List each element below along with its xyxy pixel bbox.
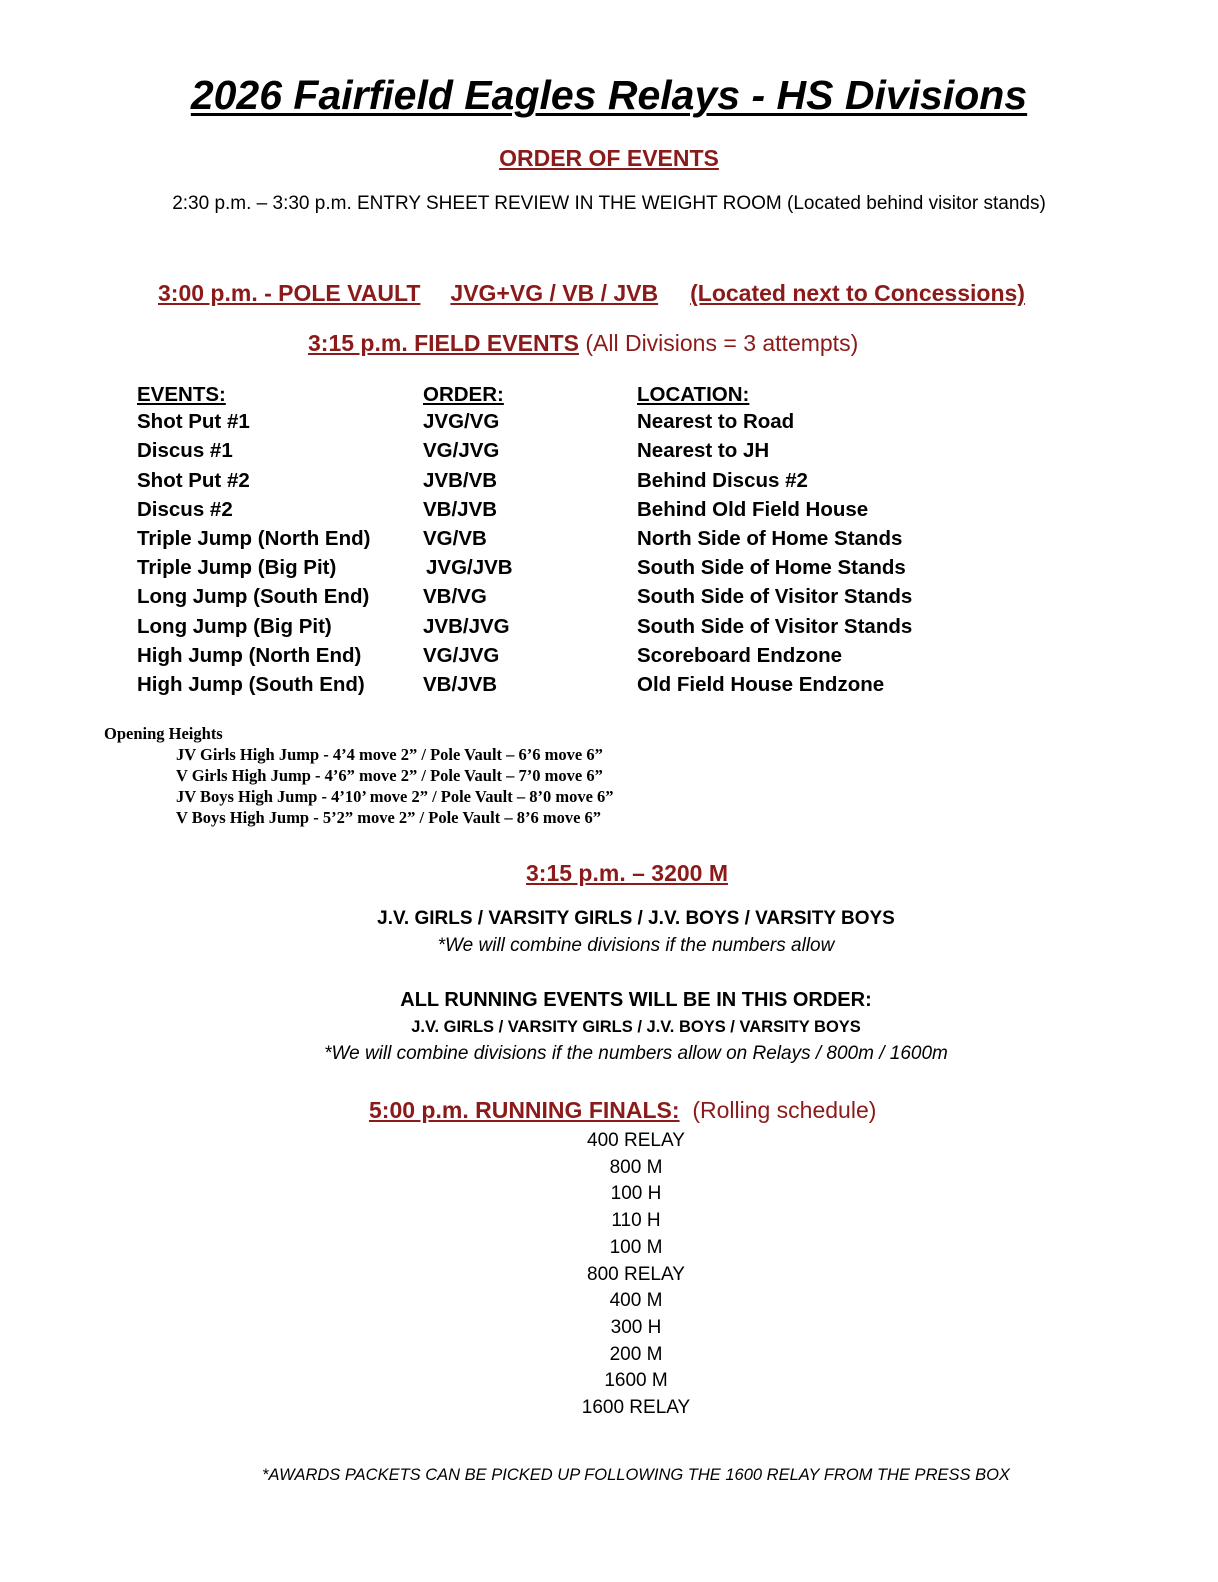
opening-height-line: V Girls High Jump - 4’6” move 2” / Pole Vault – 7’0 move 6” xyxy=(176,766,603,785)
opening-height-line: V Boys High Jump - 5’2” move 2” / Pole Vault – 8’6 move 6” xyxy=(176,808,602,827)
pole-vault-divisions: JVG+VG / VB / JVB xyxy=(450,280,659,306)
list-item: 400 RELAY xyxy=(587,1130,685,1151)
event-cell: Discus #1 xyxy=(137,439,233,463)
table-row xyxy=(137,614,957,643)
event-cell: High Jump (South End) xyxy=(137,672,365,696)
run-3200-divisions: J.V. GIRLS / VARSITY GIRLS / J.V. BOYS / VARSITY BOYS xyxy=(377,908,895,929)
running-finals-header xyxy=(369,1097,876,1124)
order-cell: JVB/JVG xyxy=(423,614,510,638)
list-item: 800 M xyxy=(609,1156,663,1178)
order-cell: VB/VG xyxy=(423,585,487,609)
list-item: 100 H xyxy=(610,1183,662,1205)
event-cell: High Jump (North End) xyxy=(137,643,362,667)
location-cell: Old Field House Endzone xyxy=(637,672,885,696)
opening-height-line: JV Girls High Jump - 4’4 move 2” / Pole Vault – 6’6 move 6” xyxy=(176,745,603,764)
event-cell: Shot Put #1 xyxy=(137,410,250,434)
pole-vault-location: (Located next to Concessions) xyxy=(690,280,1025,306)
table-row xyxy=(137,409,957,438)
running-order-divisions: J.V. GIRLS / VARSITY GIRLS / J.V. BOYS / VARSITY BOYS xyxy=(411,1018,861,1036)
pole-vault-time: 3:00 p.m. - POLE VAULT xyxy=(158,280,421,306)
list-item: 110 H xyxy=(611,1210,661,1232)
location-cell: Behind Discus #2 xyxy=(637,468,808,492)
list-item: 300 H xyxy=(610,1316,662,1338)
order-cell: VG/JVG xyxy=(423,643,500,667)
list-item: 200 M xyxy=(609,1343,663,1365)
column-header-events: EVENTS: xyxy=(137,382,226,406)
table-row xyxy=(137,672,957,701)
order-cell: VG/VB xyxy=(423,526,487,550)
event-cell: Triple Jump (North End) xyxy=(137,526,371,550)
column-header-order: ORDER: xyxy=(423,382,504,406)
list-item: 800 RELAY xyxy=(587,1263,685,1285)
order-cell: JVG/JVB xyxy=(426,556,513,580)
footer-note: *AWARDS PACKETS CAN BE PICKED UP FOLLOWING THE 1600 RELAY FROM THE PRESS BOX xyxy=(262,1466,1010,1484)
table-row xyxy=(137,584,957,613)
event-cell: Shot Put #2 xyxy=(137,468,250,492)
location-cell: Behind Old Field House xyxy=(637,497,869,521)
table-row xyxy=(137,526,957,555)
table-row xyxy=(137,643,957,672)
event-cell: Long Jump (South End) xyxy=(137,585,370,609)
page-title: 2026 Fairfield Eagles Relays - HS Divisions xyxy=(190,72,1028,118)
run-3200-note: *We will combine divisions if the numbers allow xyxy=(437,935,835,956)
opening-height-line: JV Boys High Jump - 4’10’ move 2” / Pole Vault – 8’0 move 6” xyxy=(176,787,614,806)
run-3200-header: 3:15 p.m. – 3200 M xyxy=(526,860,728,886)
list-item: 100 M xyxy=(609,1236,663,1258)
running-finals-time: 5:00 p.m. RUNNING FINALS: xyxy=(369,1097,680,1123)
list-item: 1600 RELAY xyxy=(581,1397,691,1419)
location-cell: Scoreboard Endzone xyxy=(637,643,843,667)
table-row xyxy=(137,438,957,467)
page-subtitle: ORDER OF EVENTS xyxy=(499,145,719,171)
table-row xyxy=(137,497,957,526)
location-cell: Nearest to Road xyxy=(637,410,795,434)
event-cell: Long Jump (Big Pit) xyxy=(137,614,332,638)
running-order-note: *We will combine divisions if the numbers allow on Relays / 800m / 1600m xyxy=(324,1043,948,1064)
running-finals-note: (Rolling schedule) xyxy=(692,1097,877,1123)
column-header-location: LOCATION: xyxy=(637,382,750,406)
location-cell: South Side of Home Stands xyxy=(637,556,906,580)
order-cell: VB/JVB xyxy=(423,497,498,521)
event-cell: Triple Jump (Big Pit) xyxy=(137,556,337,580)
opening-heights xyxy=(104,723,614,828)
list-item: 400 M xyxy=(609,1290,663,1312)
location-cell: North Side of Home Stands xyxy=(637,526,903,550)
entry-review-note: 2:30 p.m. – 3:30 p.m. ENTRY SHEET REVIEW IN THE WEIGHT ROOM (Located behind visitor stands) xyxy=(172,193,1046,214)
running-order-heading: ALL RUNNING EVENTS WILL BE IN THIS ORDER: xyxy=(400,989,872,1011)
table-row xyxy=(137,555,957,584)
table-header-row xyxy=(137,380,957,409)
opening-heights-title: Opening Heights xyxy=(104,724,223,743)
order-cell: VG/JVG xyxy=(423,439,500,463)
location-cell: South Side of Visitor Stands xyxy=(637,585,913,609)
field-events-time: 3:15 p.m. FIELD EVENTS xyxy=(308,330,579,356)
running-finals-list xyxy=(0,1128,1218,1422)
order-cell: VB/JVB xyxy=(423,672,498,696)
location-cell: South Side of Visitor Stands xyxy=(637,614,913,638)
event-cell: Discus #2 xyxy=(137,497,233,521)
table-row xyxy=(137,468,957,497)
list-item: 1600 M xyxy=(604,1370,668,1392)
pole-vault-header xyxy=(158,280,1025,307)
field-events-header xyxy=(308,330,858,357)
field-events-note: (All Divisions = 3 attempts) xyxy=(585,330,859,356)
location-cell: Nearest to JH xyxy=(637,439,770,463)
field-events-table xyxy=(137,380,957,701)
order-cell: JVG/VG xyxy=(423,410,500,434)
order-cell: JVB/VB xyxy=(423,468,498,492)
